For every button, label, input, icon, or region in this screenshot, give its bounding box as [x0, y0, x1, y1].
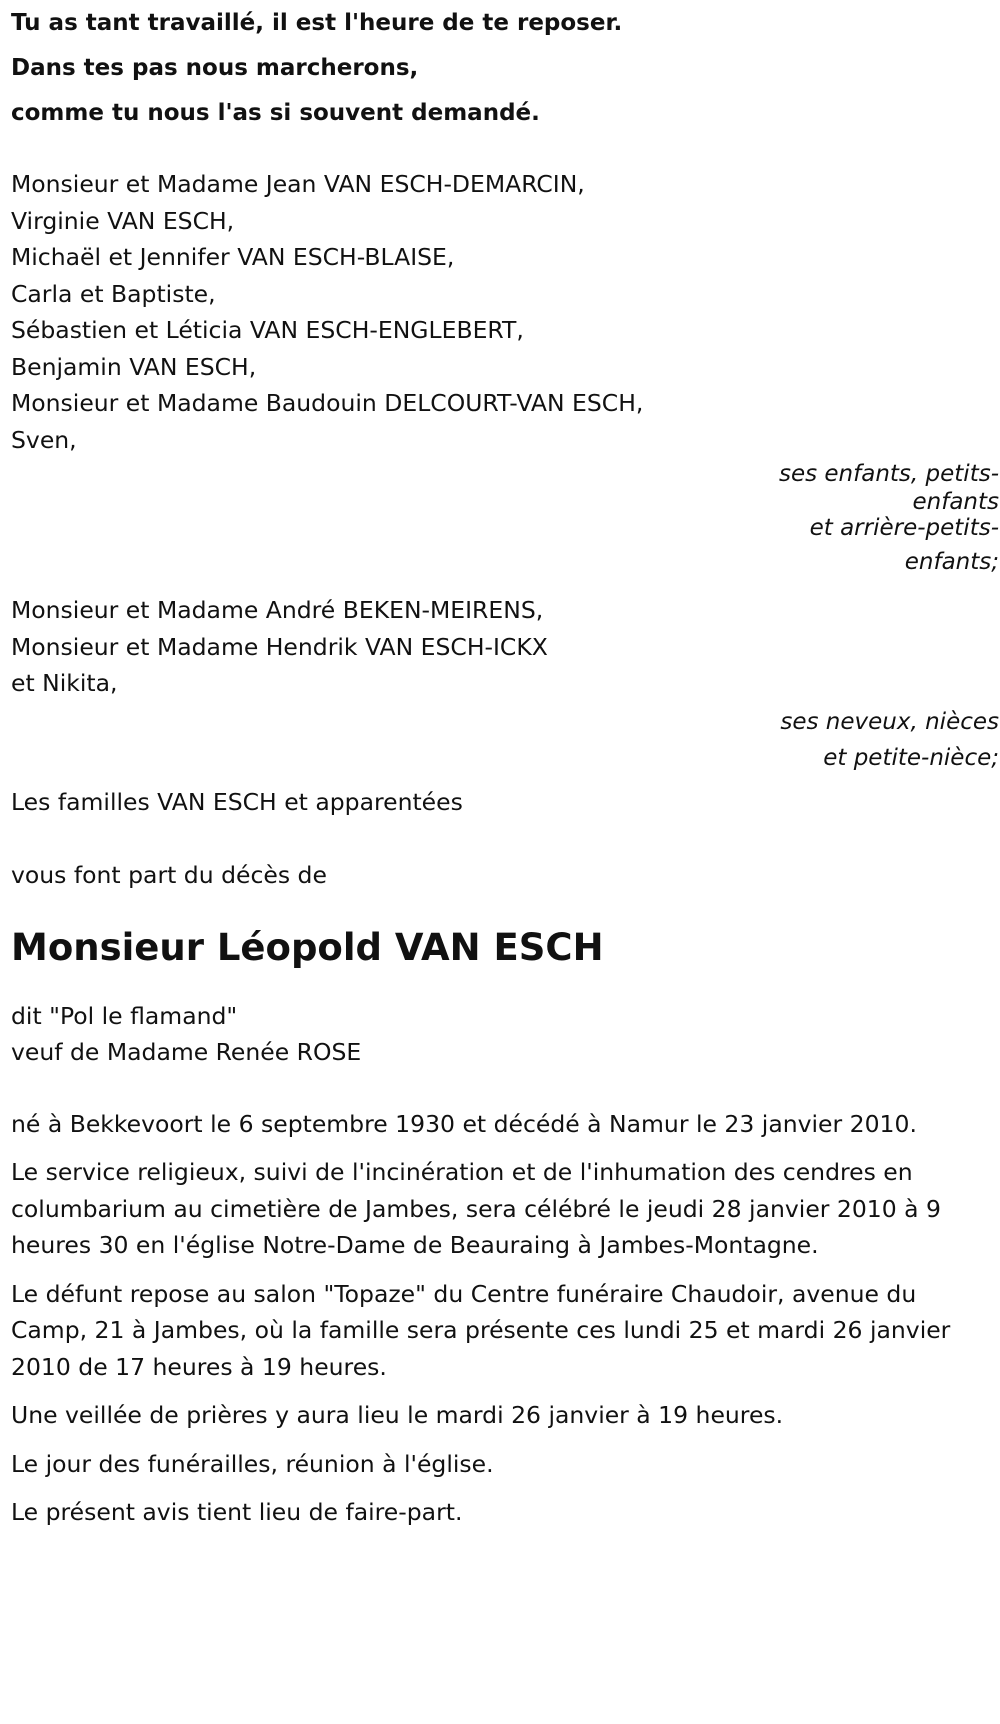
- family-line: Monsieur et Madame Baudouin DELCOURT-VAN ESCH,: [11, 389, 644, 417]
- visitation-paragraph: Le défunt repose au salon "Topaze" du Centre funéraire Chaudoir, avenue du Camp, 21 à Jambes, où la famille sera présente ces lundi 25 et mardi 26 janvier 2010 de 17 heures à 19 heures.: [11, 1279, 951, 1381]
- family-line: Michaël et Jennifer VAN ESCH-BLAISE,: [11, 243, 455, 271]
- family-line: Monsieur et Madame Jean VAN ESCH-DEMARCIN,: [11, 170, 585, 198]
- relation-line: et arrière-petits-: [809, 515, 999, 541]
- widower-line: veuf de Madame Renée ROSE: [11, 1038, 362, 1066]
- verse-line: comme tu nous l'as si souvent demandé.: [11, 100, 540, 126]
- family-line: Sébastien et Léticia VAN ESCH-ENGLEBERT,: [11, 316, 524, 344]
- nephews-relation: [11, 704, 999, 776]
- family-line: Monsieur et Madame Hendrik VAN ESCH-ICKX: [11, 632, 548, 661]
- verse: [11, 0, 991, 136]
- announce-line: vous font part du décès de: [11, 861, 327, 889]
- service-paragraph: Le service religieux, suivi de l'incinération et de l'inhumation des cendres en columbarium au cimetière de Jambes, sera célébré le jeudi 28 janvier 2010 à 9 heures 30 en l'église Notre-Dame de Beauraing à Jambes-Montagne.: [11, 1158, 942, 1259]
- relation-line: ses neveux, nièces: [780, 708, 999, 735]
- relation-line: ses enfants, petits-: [778, 461, 999, 487]
- family-line: et Nikita,: [11, 669, 118, 697]
- verse-line: Tu as tant travaillé, il est l'heure de te reposer.: [11, 10, 623, 36]
- obituary-notice: [11, 0, 999, 1543]
- family-line: Carla et Baptiste,: [11, 279, 216, 308]
- details: [11, 1106, 991, 1531]
- relation-line: enfants;: [904, 549, 999, 575]
- relation-line: et petite-nièce;: [823, 744, 999, 771]
- family-line: Benjamin VAN ESCH,: [11, 352, 257, 381]
- verse-line: Dans tes pas nous marcherons,: [11, 55, 419, 81]
- meeting-paragraph: Le jour des funérailles, réunion à l'église.: [11, 1449, 494, 1478]
- birth-death-paragraph: né à Bekkevoort le 6 septembre 1930 et décédé à Namur le 23 janvier 2010.: [11, 1109, 917, 1138]
- nickname-line: dit "Pol le flamand": [11, 1001, 238, 1030]
- vigil-paragraph: Une veillée de prières y aura lieu le mardi 26 janvier à 19 heures.: [11, 1401, 784, 1429]
- relation-line: enfants: [912, 489, 999, 515]
- family-line: Virginie VAN ESCH,: [11, 206, 235, 235]
- children-list: [11, 166, 991, 458]
- family-line: Sven,: [11, 425, 77, 454]
- nephews-list: [11, 592, 991, 702]
- notice-paragraph: Le présent avis tient lieu de faire-part.: [11, 1498, 463, 1526]
- deceased-name: Monsieur Léopold VAN ESCH: [11, 925, 604, 969]
- family-line: Monsieur et Madame André BEKEN-MEIRENS,: [11, 596, 544, 624]
- families-line: Les familles VAN ESCH et apparentées: [11, 787, 463, 816]
- children-relation: [11, 458, 999, 582]
